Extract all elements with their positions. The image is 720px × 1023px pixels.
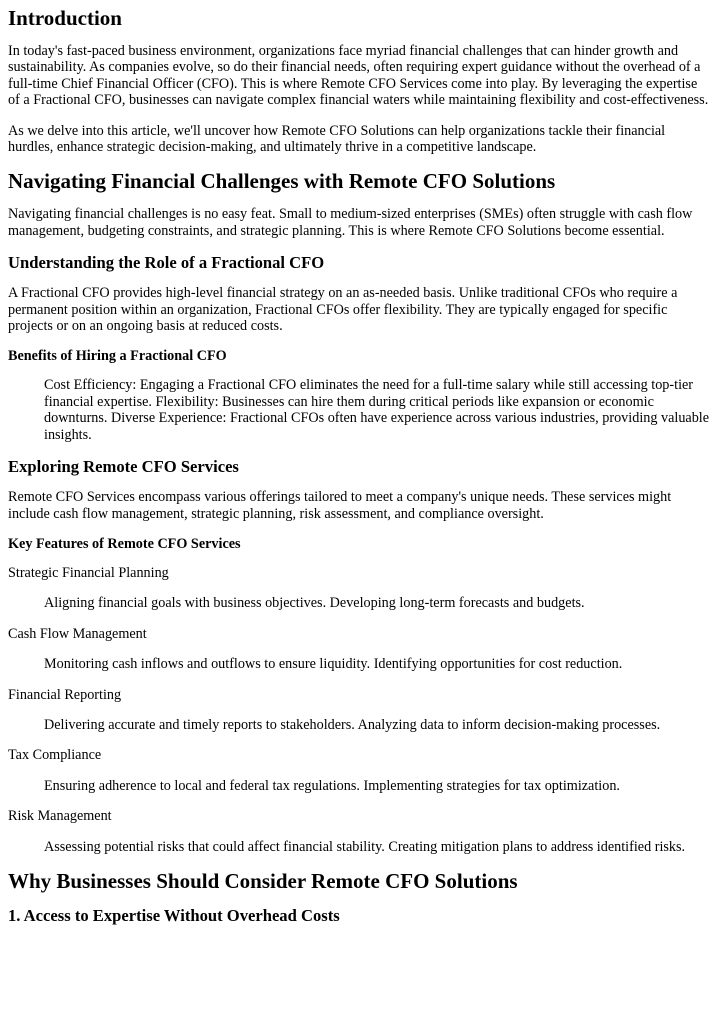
navigating-paragraph: Navigating financial challenges is no easy feat. Small to medium-sized enterprises (SMEs) often struggle with cash flow management, budgeting constraints, and strategic planning. This is where Remote CFO Solutions become essential. <box>8 206 693 239</box>
intro-heading: Introduction <box>8 6 122 30</box>
feature-title: Risk Management <box>8 808 112 825</box>
feature-detail: Delivering accurate and timely reports to stakeholders. Analyzing data to inform decision-making processes. <box>44 716 661 733</box>
access-heading: 1. Access to Expertise Without Overhead Costs <box>8 905 340 925</box>
explore-paragraph: Remote CFO Services encompass various offerings tailored to meet a company's unique needs. These services might include cash flow management, strategic planning, risk assessment, and compliance oversight. <box>8 489 672 522</box>
article <box>0 6 720 925</box>
explore-heading: Exploring Remote CFO Services <box>8 457 239 477</box>
why-heading: Why Businesses Should Consider Remote CFO Solutions <box>8 868 518 893</box>
benefits-quote: Cost Efficiency: Engaging a Fractional CFO eliminates the need for a full-time salary while still accessing top-tier financial expertise. Flexibility: Businesses can hire them during critical periods like expansion or economic downturns. Diverse Experience: Fractional CFOs often have experience across various industries, providing valuable insights. <box>44 377 710 443</box>
role-heading: Understanding the Role of a Fractional CFO <box>8 253 325 273</box>
features-list <box>8 565 712 855</box>
navigating-heading: Navigating Financial Challenges with Remote CFO Solutions <box>8 169 556 194</box>
feature-title: Tax Compliance <box>8 747 102 764</box>
feature-detail: Monitoring cash inflows and outflows to ensure liquidity. Identifying opportunities for cost reduction. <box>44 656 623 673</box>
feature-title: Cash Flow Management <box>8 625 147 642</box>
features-heading: Key Features of Remote CFO Services <box>8 535 241 552</box>
feature-detail: Assessing potential risks that could affect financial stability. Creating mitigation plans to address identified risks. <box>44 838 686 855</box>
feature-title: Financial Reporting <box>8 686 122 703</box>
feature-title: Strategic Financial Planning <box>8 564 169 581</box>
feature-detail: Aligning financial goals with business objectives. Developing long-term forecasts and budgets. <box>44 595 585 612</box>
feature-detail: Ensuring adherence to local and federal tax regulations. Implementing strategies for tax optimization. <box>44 777 620 794</box>
intro-paragraph-2: As we delve into this article, we'll uncover how Remote CFO Solutions can help organizations tackle their financial hurdles, enhance strategic decision-making, and ultimately thrive in a competitive landscape. <box>8 122 666 156</box>
benefits-heading: Benefits of Hiring a Fractional CFO <box>8 348 227 365</box>
intro-paragraph-1: In today's fast-paced business environment, organizations face myriad financial challenges that can hinder growth and sustainability. As companies evolve, so do their financial needs, often requiring expert guidance without the overhead of a full-time Chief Financial Officer (CFO). This is where Remote CFO Services come into play. By leveraging the expertise of a Fractional CFO, businesses can navigate complex financial waters while maintaining flexibility and cost-effectiveness. <box>8 43 709 109</box>
role-paragraph: A Fractional CFO provides high-level financial strategy on an as-needed basis. Unlike traditional CFOs who require a permanent position within an organization, Fractional CFOs offer flexibility. They are typically engaged for specific projects or on an ongoing basis at reduced costs. <box>8 285 678 335</box>
